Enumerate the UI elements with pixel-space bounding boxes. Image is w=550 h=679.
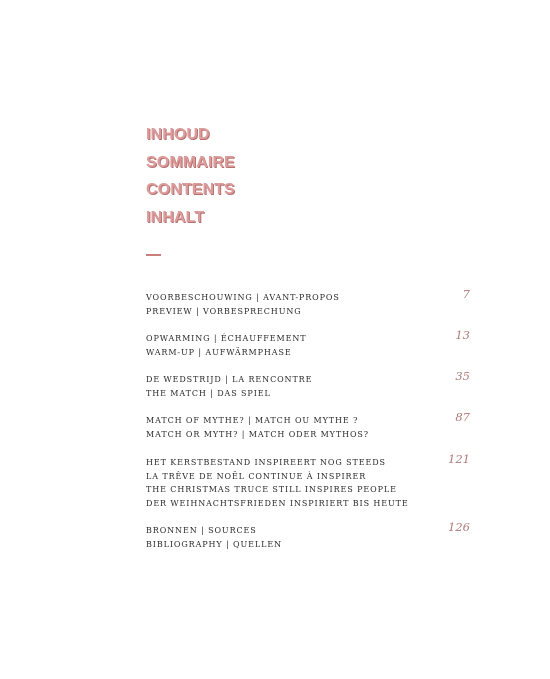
heading-french: SOMMAIRE: [146, 153, 235, 171]
toc-entry-line: MATCH OF MYTHE? | MATCH OU MYTHE ?: [146, 416, 359, 425]
toc-entry-line: WARM-UP | AUFWÄRMPHASE: [146, 347, 292, 357]
toc-entry-line: DER WEIHNACHTSFRIEDEN INSPIRIERT BIS HEUTE: [146, 499, 409, 509]
toc-entry-line: VOORBESCHOUWING | AVANT-PROPOS: [146, 293, 340, 302]
toc-entry-the-match: [146, 369, 470, 400]
toc-entry-line: THE MATCH | DAS SPIEL: [146, 388, 271, 398]
toc-entry-christmas-truce: [146, 452, 470, 511]
toc-page-number: 35: [455, 369, 470, 383]
toc-entry-match-or-myth: [146, 410, 470, 441]
toc-entry-sources: [146, 520, 470, 551]
toc-page-number: 13: [455, 328, 470, 342]
toc-entry-line: BIBLIOGRAPHY | QUELLEN: [146, 539, 282, 549]
toc-page-number: 87: [455, 410, 470, 424]
contents-heading-block: [146, 121, 235, 231]
toc-entry-preview: [146, 287, 470, 318]
heading-dutch: INHOUD: [146, 126, 210, 143]
accent-rule: [146, 254, 161, 256]
toc-entry-warm-up: [146, 328, 470, 359]
toc-entry-line: DE WEDSTRIJD | LA RENCONTRE: [146, 375, 313, 384]
toc-entry-line: THE CHRISTMAS TRUCE STILL INSPIRES PEOPLE: [146, 485, 397, 495]
toc-entry-line: BRONNEN | SOURCES: [146, 526, 257, 535]
toc-entry-line: PREVIEW | VORBESPRECHUNG: [146, 306, 302, 316]
toc-entry-line: MATCH OR MYTH? | MATCH ODER MYTHOS?: [146, 429, 369, 439]
toc-entry-line: LA TRÊVE DE NOËL CONTINUE À INSPIRER: [146, 471, 367, 481]
toc-entry-line: HET KERSTBESTAND INSPIREERT NOG STEEDS: [146, 458, 386, 467]
toc-page-number: 121: [448, 452, 470, 466]
heading-english: CONTENTS: [146, 181, 235, 198]
heading-german: INHALT: [146, 208, 205, 226]
toc-page-number: 126: [448, 520, 470, 534]
toc-page-number: 7: [462, 287, 470, 301]
toc-entry-line: OPWARMING | ÉCHAUFFEMENT: [146, 334, 307, 343]
